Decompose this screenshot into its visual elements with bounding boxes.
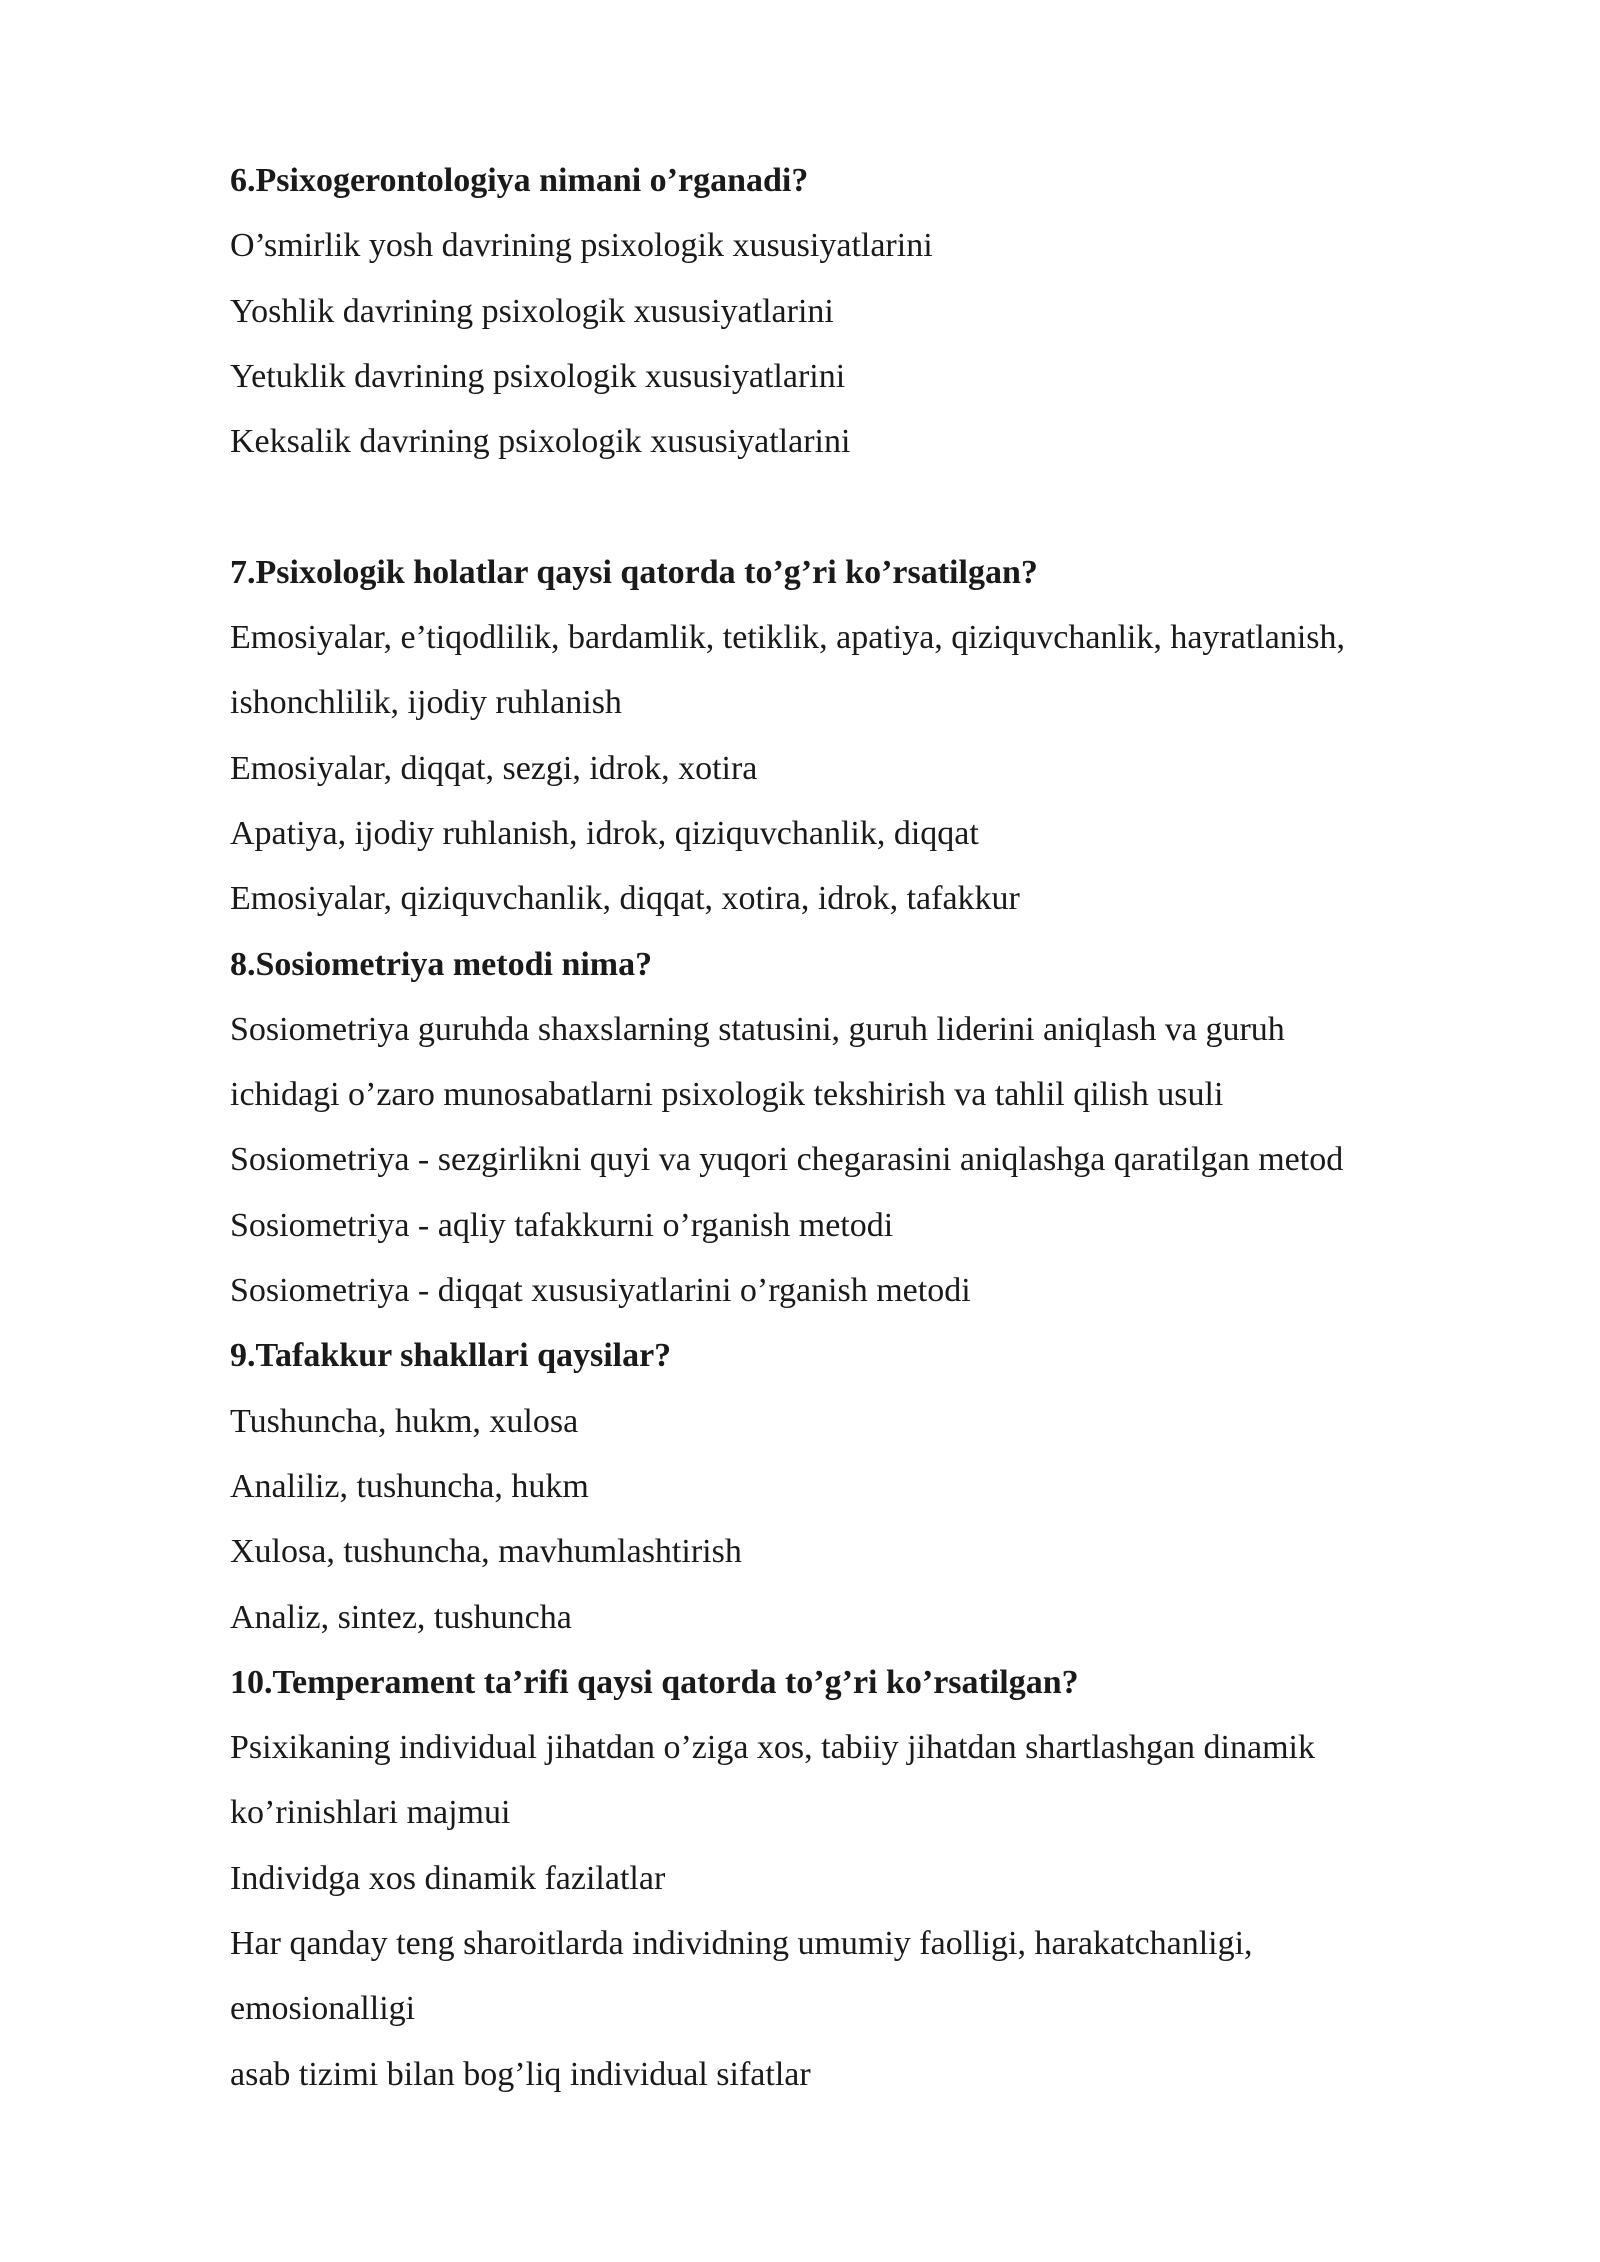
question-title: 7.Psixologik holatlar qaysi qatorda to’g’ri ko’rsatilgan?: [230, 553, 1038, 591]
answer-option: Emosiyalar, diqqat, sezgi, idrok, xotira: [230, 749, 758, 787]
answer-option: Analiliz, tushuncha, hukm: [230, 1467, 589, 1505]
answer-option-continuation: emosionalligi: [230, 1990, 416, 2028]
answer-option: Xulosa, tushuncha, mavhumlashtirish: [230, 1533, 742, 1571]
answer-option: asab tizimi bilan bog’liq individual sifatlar: [230, 2055, 811, 2093]
answer-option: Yoshlik davrining psixologik xususiyatlarini: [230, 292, 834, 330]
answer-option: Yetuklik davrining psixologik xususiyatlarini: [230, 357, 846, 395]
answer-option: Apatiya, ijodiy ruhlanish, idrok, qiziquvchanlik, diqqat: [230, 814, 979, 852]
answer-option: Sosiometriya - diqqat xususiyatlarini o’rganish metodi: [230, 1272, 971, 1310]
answer-option: Sosiometriya guruhda shaxslarning statusini, guruh liderini aniqlash va guruh: [230, 1010, 1285, 1048]
answer-option-continuation: ichidagi o’zaro munosabatlarni psixologik tekshirish va tahlil qilish usuli: [230, 1076, 1224, 1114]
question-title: 10.Temperament ta’rifi qaysi qatorda to’g’ri ko’rsatilgan?: [230, 1663, 1079, 1701]
answer-option: Sosiometriya - aqliy tafakkurni o’rganish metodi: [230, 1206, 894, 1244]
answer-option: Sosiometriya - sezgirlikni quyi va yuqori chegarasini aniqlashga qaratilgan metod: [230, 1141, 1344, 1179]
answer-option: Individga xos dinamik fazilatlar: [230, 1859, 666, 1897]
question-title: 6.Psixogerontologiya nimani o’rganadi?: [230, 162, 809, 199]
question-title: 8.Sosiometriya metodi nima?: [230, 945, 653, 983]
question-title: 9.Tafakkur shakllari qaysilar?: [230, 1337, 672, 1375]
answer-option: Har qanday teng sharoitlarda individning umumiy faolligi, harakatchanligi,: [230, 1925, 1253, 1963]
answer-option: Emosiyalar, e’tiqodlilik, bardamlik, tetiklik, apatiya, qiziquvchanlik, hayratlanish,: [230, 619, 1346, 657]
answer-option-continuation: ishonchlilik, ijodiy ruhlanish: [230, 684, 622, 722]
answer-option: Keksalik davrining psixologik xususiyatlarini: [230, 423, 851, 461]
answer-option: Tushuncha, hukm, xulosa: [230, 1402, 579, 1440]
answer-option: Emosiyalar, qiziquvchanlik, diqqat, xotira, idrok, tafakkur: [230, 880, 1020, 918]
answer-option: Psixikaning individual jihatdan o’ziga xos, tabiiy jihatdan shartlashgan dinamik: [230, 1729, 1315, 1767]
answer-option-continuation: ko’rinishlari majmui: [230, 1794, 511, 1832]
answer-option: O’smirlik yosh davrining psixologik xususiyatlarini: [230, 227, 933, 265]
blank-line: [230, 474, 1520, 539]
document-content: [230, 148, 1520, 2107]
answer-option: Analiz, sintez, tushuncha: [230, 1598, 572, 1636]
